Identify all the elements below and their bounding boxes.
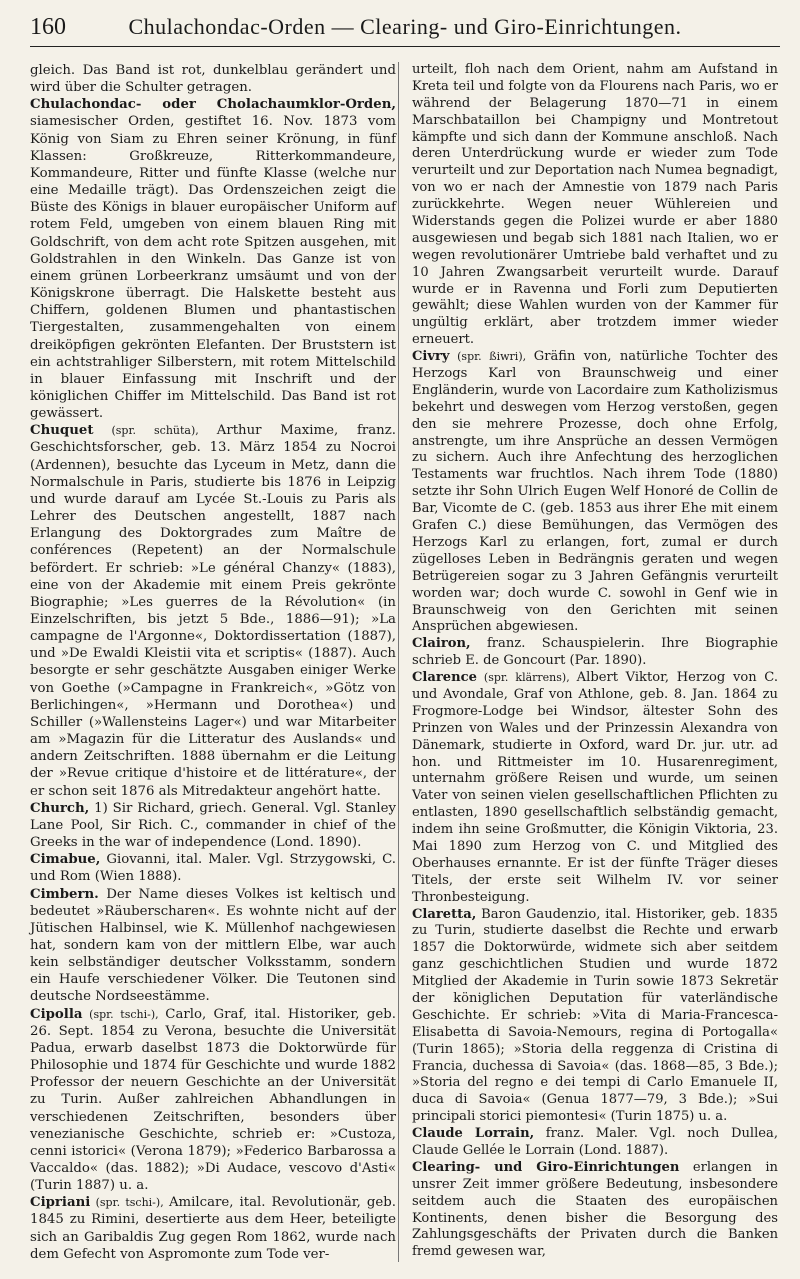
entry-civry [412, 349, 778, 636]
entry-pronunciation: (spr. tschi-), [82, 1007, 166, 1021]
entry-headword: Chulachondac- oder Cholachaumklor-Orden, [30, 97, 396, 113]
entry-text: siamesischer Orden, gestiftet 16. Nov. 1873 vom König von Siam zu Ehren seiner Krönung, in fünf Klassen: Großkreuze, Ritterkommandeure, Kommandeure, Ritter und fünfte Klasse (welche nur eine Medaille trägt). Das Ordenszeichen zeigt die Büste des Königs in blauer europäischer Uniform auf rotem Feld, umgeben von einem blauen Ring mit Goldschrift, von dem acht rote Spitzen ausgehen, mit Goldstrahlen in den Winkeln. Das Ganze ist von einem grünen Lorbeerkranz umsäumt und von der Königskrone überragt. Die Halskette besteht aus Chiffern, goldenen Blumen und phantastischen Tiergestalten, zusammengehalten von einem dreiköpfigen gekrönten Elefanten. Der Bruststern ist ein achtstrahliger Silberstern, mit rotem Mittelschild in blauer Einfassung mit Inschrift und der königlichen Chiffer im Mittelschild. Das Band ist rot gewässert. [30, 114, 396, 422]
entry-text: Giovanni, ital. Maler. Vgl. Strzygowski, C. und Rom (Wien 1888). [30, 852, 396, 885]
entry-pronunciation: (spr. klärrens), [476, 671, 577, 685]
entry-cimbern [30, 886, 396, 1006]
entry-headword: Cimbern. [30, 886, 99, 902]
entry-clarence [412, 670, 778, 906]
entry-pronunciation: (spr. ßiwri), [449, 350, 534, 364]
entry-pronunciation: (spr. tschi-), [90, 1196, 169, 1210]
entry-claude-lorrain [412, 1126, 778, 1160]
entry-headword: Clearing- und Giro-Einrichtungen [412, 1159, 680, 1175]
entry-headword: Chuquet [30, 423, 94, 439]
right-column [412, 62, 778, 1261]
entry-text: franz. Maler. Vgl. noch Dullea, Claude Gellée le Lorrain (Lond. 1887). [412, 1126, 778, 1158]
entry-cipolla [30, 1006, 396, 1195]
entry-text: Gräfin von, natürliche Tochter des Herzogs Karl von Braunschweig und einer Engländerin, wurde von Lacordaire zum Katholizismus bekehrt und deswegen vom Herzog verstoßen, gegen den sie mehrere Prozesse, doch ohne Erfolg, anstrengte, um ihre Ansprüche an dessen Vermögen zu sichern. Auch ihre Anfechtung des herzoglichen Testaments war fruchtlos. Nach ihrem Tode (1880) setzte ihr Sohn Ulrich Eugen Welf Honoré de Collin de Bar, Vicomte de C. (geb. 1853 aus ihrer Ehe mit einem Grafen C.) diese Bemühungen, das Vermögen des Herzogs Karl zu erlangen, fort, zumal er durch zügelloses Leben in Bedrängnis geraten und wegen Betrügereien sogar zu 3 Jahren Gefängnis verurteilt worden war; doch wurde C. sowohl in Genf wie in Braunschweig von den Gerichten mit seinen Ansprüchen abgewiesen. [412, 349, 778, 635]
entry-text: urteilt, floh nach dem Orient, nahm am Aufstand in Kreta teil und folgte von da Flourens nach Paris, wo er während der Belagerung 1870—71 in einem Marschbataillon bei Champigny und Montretout kämpfte und sich dann der Kommune anschloß. Nach deren Unterdrückung wurde er wieder zum Tode verurteilt und zur Deportation nach Numea begnadigt, von wo er nach der Amnestie von 1879 nach Paris zurückkehrte. Wegen neuer Wühlereien und Widerstands gegen die Polizei wurde er aber 1880 ausgewiesen und begab sich 1881 nach Italien, wo er wegen revolutionärer Umtriebe bald verhaftet und zu 10 Jahren Zwangsarbeit verurteilt wurde. Darauf wurde er in Ravenna und Forli zum Deputierten gewählt; diese Wahlen wurden von der Kammer für ungültig erklärt, aber trotzdem immer wieder erneuert. [412, 62, 778, 348]
entry-text: franz. Schauspielerin. Ihre Biographie schrieb E. de Goncourt (Par. 1890). [412, 636, 778, 669]
entry-text: 1) Sir Richard, griech. General. Vgl. Stanley Lane Pool, Sir Rich. C., commander in chief of the Greeks in the war of independence (Lond. 1890). [30, 800, 396, 851]
entry-headword: Cipolla [30, 1006, 83, 1022]
entry-cimabue [30, 851, 396, 885]
entry-chuquet [30, 422, 396, 799]
running-title: Chulachondac-Orden — Clearing- und Giro-Einrichtungen. [128, 14, 682, 39]
entry-text: Arthur Maxime, franz. Geschichtsforscher, geb. 13. März 1854 zu Nocroi (Ardennen), besuchte das Lyceum in Metz, dann die Normalschule in Paris, studierte bis 1876 in Leipzig und wurde darauf am Lycée St.-Louis zu Paris als Lehrer des Deutschen angestellt, 1887 nach Erlangung des Doktorgrades zum Maître de conférences (Repetent) an der Normalschule befördert. Er schrieb: »Le général Chanzy« (1883), eine von der Akademie mit einem Preis gekrönte Biographie; »Les guerres de la Révolution« (in Einzelschriften, bis jetzt 5 Bde., 1886—91); »La campagne de l'Argonne«, Doktordissertation (1887), und »De Ewaldi Kleistii vita et scriptis« (1887). Auch besorgte er sehr geschätzte Ausgaben einiger Werke von Goethe (»Campagne in Frankreich«, »Götz von Berlichingen«, »Hermann und Dorothea«) und Schiller (»Wallensteins Lager«) und war Mitarbeiter am »Magazin für die Litteratur des Auslands« und andern Zeitschriften. 1888 übernahm er die Leitung der »Revue critique d'histoire et de littérature«, der er schon seit 1876 als Mitredakteur angehört hatte. [30, 423, 396, 799]
entry-claretta [412, 907, 778, 1127]
entry-continuation-band [30, 62, 396, 96]
entry-chulachondac [30, 96, 396, 422]
entry-clairon [412, 636, 778, 670]
entry-text: Amilcare, ital. Revolutionär, geb. 1845 zu Rimini, desertierte aus dem Heer, beteiligte sich an Garibaldis Zug gegen Rom 1862, wurde nach dem Gefecht von Aspromonte zum Tode ver- [30, 1195, 396, 1262]
entry-cipriani [30, 1194, 396, 1263]
entry-cipriani-continued [412, 62, 778, 349]
entry-text: gleich. Das Band ist rot, dunkelblau gerändert und wird über die Schulter getragen. [30, 63, 396, 96]
entry-headword: Civry [412, 349, 450, 365]
page-number: 160 [30, 14, 66, 40]
left-column [30, 62, 396, 1263]
entry-text: erlangen in unsrer Zeit immer größere Bedeutung, insbesondere seitdem auch die Staaten des europäischen Kontinents, denen bisher die Besorgung des Zahlungsgeschäfts der Privaten durch die Banken fremd gewesen war, [412, 1159, 778, 1260]
entry-headword: Claude Lorrain, [412, 1126, 535, 1142]
entry-headword: Cipriani [30, 1195, 91, 1211]
entry-headword: Clarence [412, 670, 477, 686]
entry-text: Carlo, Graf, ital. Historiker, geb. 26. Sept. 1854 zu Verona, besuchte die Universität Padua, erwarb daselbst 1873 die Doktorwürde für Philosophie und 1874 für Geschichte und wurde 1882 Professor der neuern Geschichte an der Universität zu Turin. Außer zahlreichen Abhandlungen in verschiedenen Zeitschriften, besonders über venezianische Geschichte, schrieb er: »Custoza, cenni istorici« (Verona 1879); »Federico Barbarossa a Vaccaldo« (das. 1882); »Di Audace, vescovo d'Asti« (Turin 1887) u. a. [30, 1006, 396, 1194]
entry-headword: Church, [30, 800, 90, 816]
page-header [30, 8, 780, 47]
column-divider [398, 62, 399, 1262]
entry-headword: Cimabue, [30, 852, 101, 868]
entry-text: Albert Viktor, Herzog von C. und Avondale, Graf von Athlone, geb. 8. Jan. 1864 zu Frogmore-Lodge bei Windsor, ältester Sohn des Prinzen von Wales und der Prinzessin Alexandra von Dänemark, studierte in Oxford, ward Dr. jur. utr. ad hon. und Rittmeister im 10. Husarenregiment, unternahm größere Reisen und wurde, um seinen Vater von seinen vielen gesellschaftlichen Pflichten zu entlasten, 1890 gesellschaftlich selbständig gemacht, indem ihn seine Großmutter, die Königin Viktoria, 23. Mai 1890 zum Herzog von C. und Mitglied des Oberhauses ernannte. Er ist der fünfte Träger dieses Titels, der erste seit Wilhelm IV. vor seiner Thronbesteigung. [412, 670, 778, 905]
entry-pronunciation: (spr. schüta), [93, 424, 217, 438]
entry-church [30, 800, 396, 851]
entry-headword: Claretta, [412, 906, 477, 922]
entry-headword: Clairon, [412, 636, 471, 652]
entry-text: Baron Gaudenzio, ital. Historiker, geb. 1835 zu Turin, studierte daselbst die Rechte und erwarb 1857 die Doktorwürde, widmete sich aber seitdem ganz geschichtlichen Studien und wurde 1872 Mitglied der Akademie in Turin sowie 1873 Sekretär der königlichen Deputation für vaterländische Geschichte. Er schrieb: »Vita di Maria-Francesca-Elisabetta di Savoia-Nemours, regina di Portogalla« (Turin 1865); »Storia della reggenza di Cristina di Francia, duchessa di Savoia« (das. 1868—85, 3 Bde.); »Storia del regno e dei tempi di Carlo Emanuele II, duca di Savoia« (Genua 1877—79, 3 Bde.); »Sui principali storici piemontesi« (Turin 1875) u. a. [412, 906, 778, 1125]
entry-clearing [412, 1160, 778, 1261]
entry-text: Der Name dieses Volkes ist keltisch und bedeutet »Räuberscharen«. Es wohnte nicht auf der Jütischen Halbinsel, wie K. Müllenhof nachgewiesen hat, sondern kam von der mittlern Elbe, war auch kein selbständiger deutscher Volksstamm, sondern ein Haufe verschiedener Völker. Die Teutonen sind deutsche Nordseestämme. [30, 886, 396, 1005]
